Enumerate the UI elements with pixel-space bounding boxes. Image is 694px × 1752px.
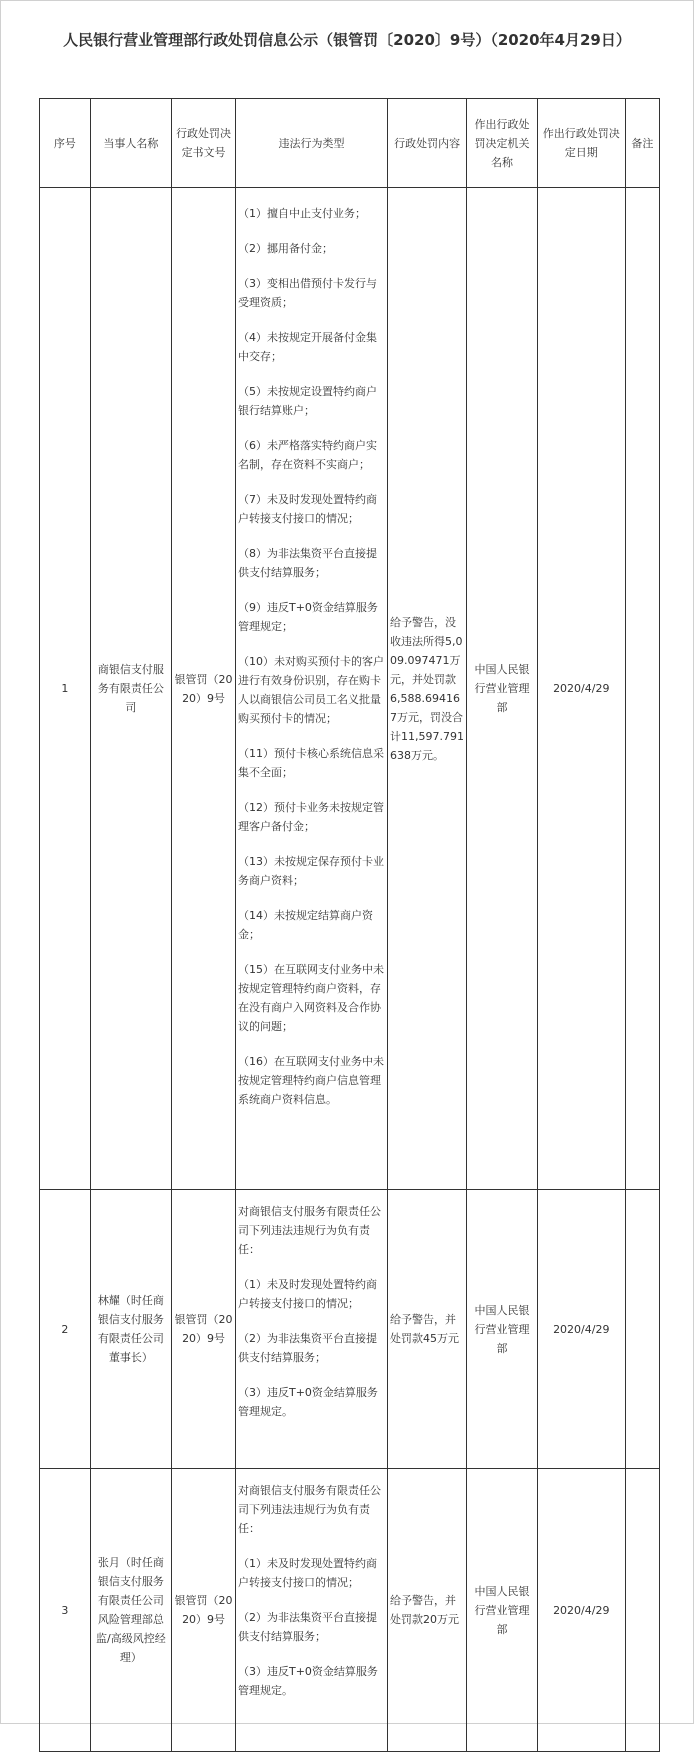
authority-name: 中国人民银行营业管理部 bbox=[467, 188, 537, 1190]
violation-item: （7）未及时发现处置特约商户转接支付接口的情况； bbox=[238, 493, 377, 525]
party-name: 张月（时任商银信支付服务有限责任公司风险管理部总监/高级风控经理） bbox=[90, 1469, 171, 1752]
header-date: 作出行政处罚决定日期 bbox=[537, 99, 625, 188]
violation-item: （6）未严格落实特约商户实名制，存在资料不实商户； bbox=[238, 439, 377, 471]
violation-item: （5）未按规定设置特约商户银行结算账户； bbox=[238, 385, 377, 417]
penalty-content: 给予警告，并处罚款45万元 bbox=[387, 1190, 466, 1469]
header-authority: 作出行政处罚决定机关名称 bbox=[467, 99, 537, 188]
header-note: 备注 bbox=[625, 99, 659, 188]
violation-item: 对商银信支付服务有限责任公司下列违法违规行为负有责任： bbox=[238, 1205, 381, 1256]
header-party: 当事人名称 bbox=[90, 99, 171, 188]
decision-doc-number: 银管罚（2020）9号 bbox=[172, 1190, 236, 1469]
authority-name: 中国人民银行营业管理部 bbox=[467, 1190, 537, 1469]
penalty-table bbox=[39, 98, 660, 1752]
row-number: 2 bbox=[40, 1190, 91, 1469]
violation-item: （2）为非法集资平台直接提供支付结算服务； bbox=[238, 1611, 377, 1643]
party-name: 商银信支付服务有限责任公司 bbox=[90, 188, 171, 1190]
note-cell bbox=[625, 1469, 659, 1752]
decision-date: 2020/4/29 bbox=[537, 188, 625, 1190]
party-name: 林耀（时任商银信支付服务有限责任公司董事长） bbox=[90, 1190, 171, 1469]
header-doc-no: 行政处罚决定书文号 bbox=[172, 99, 236, 188]
row-number: 1 bbox=[40, 188, 91, 1190]
header-no: 序号 bbox=[40, 99, 91, 188]
penalty-content: 给予警告，并处罚款20万元 bbox=[387, 1469, 466, 1752]
violation-list bbox=[236, 1190, 388, 1469]
note-cell bbox=[625, 188, 659, 1190]
note-cell bbox=[625, 1190, 659, 1469]
violation-item: （3）变相出借预付卡发行与受理资质； bbox=[238, 277, 377, 309]
violation-item: （4）未按规定开展备付金集中交存； bbox=[238, 331, 377, 363]
penalty-content: 给予警告，没收违法所得5,009.097471万元，并处罚款6,588.694167万元，罚没合计11,597.791638万元。 bbox=[387, 188, 466, 1190]
violation-item: （15）在互联网支付业务中未按规定管理特约商户资料，存在没有商户入网资料及合作协议的问题； bbox=[238, 963, 384, 1033]
decision-date: 2020/4/29 bbox=[537, 1190, 625, 1469]
violation-item: （14）未按规定结算商户资金； bbox=[238, 909, 373, 941]
violation-list bbox=[236, 188, 388, 1190]
decision-doc-number: 银管罚（2020）9号 bbox=[172, 188, 236, 1190]
header-violation: 违法行为类型 bbox=[236, 99, 388, 188]
violation-item: （8）为非法集资平台直接提供支付结算服务； bbox=[238, 547, 377, 579]
row-number: 3 bbox=[40, 1469, 91, 1752]
table-row bbox=[40, 1190, 660, 1469]
violation-item: （9）违反T+0资金结算服务管理规定； bbox=[238, 601, 378, 633]
violation-item: （1）擅自中止支付业务； bbox=[238, 207, 366, 220]
table-row bbox=[40, 1469, 660, 1752]
table-header-row bbox=[40, 99, 660, 188]
violation-item: （1）未及时发现处置特约商户转接支付接口的情况； bbox=[238, 1557, 377, 1589]
table-row bbox=[40, 188, 660, 1190]
violation-item: 对商银信支付服务有限责任公司下列违法违规行为负有责任： bbox=[238, 1484, 381, 1535]
authority-name: 中国人民银行营业管理部 bbox=[467, 1469, 537, 1752]
header-content: 行政处罚内容 bbox=[387, 99, 466, 188]
violation-list bbox=[236, 1469, 388, 1752]
violation-item: （13）未按规定保存预付卡业务商户资料； bbox=[238, 855, 384, 887]
violation-item: （10）未对购买预付卡的客户进行有效身份识别，存在购卡人以商银信公司员工名义批量购买预付卡的情况； bbox=[238, 655, 384, 725]
violation-item: （1）未及时发现处置特约商户转接支付接口的情况； bbox=[238, 1278, 377, 1310]
violation-item: （12）预付卡业务未按规定管理客户备付金； bbox=[238, 801, 384, 833]
violation-item: （2）挪用备付金； bbox=[238, 242, 333, 255]
violation-item: （3）违反T+0资金结算服务管理规定。 bbox=[238, 1386, 378, 1418]
page-title: 人民银行营业管理部行政处罚信息公示（银管罚〔2020〕9号）（2020年4月29日） bbox=[63, 31, 631, 49]
decision-doc-number: 银管罚（2020）9号 bbox=[172, 1469, 236, 1752]
violation-item: （2）为非法集资平台直接提供支付结算服务； bbox=[238, 1332, 377, 1364]
violation-item: （3）违反T+0资金结算服务管理规定。 bbox=[238, 1665, 378, 1697]
violation-item: （16）在互联网支付业务中未按规定管理特约商户信息管理系统商户资料信息。 bbox=[238, 1055, 384, 1106]
violation-item: （11）预付卡核心系统信息采集不全面； bbox=[238, 747, 384, 779]
decision-date: 2020/4/29 bbox=[537, 1469, 625, 1752]
